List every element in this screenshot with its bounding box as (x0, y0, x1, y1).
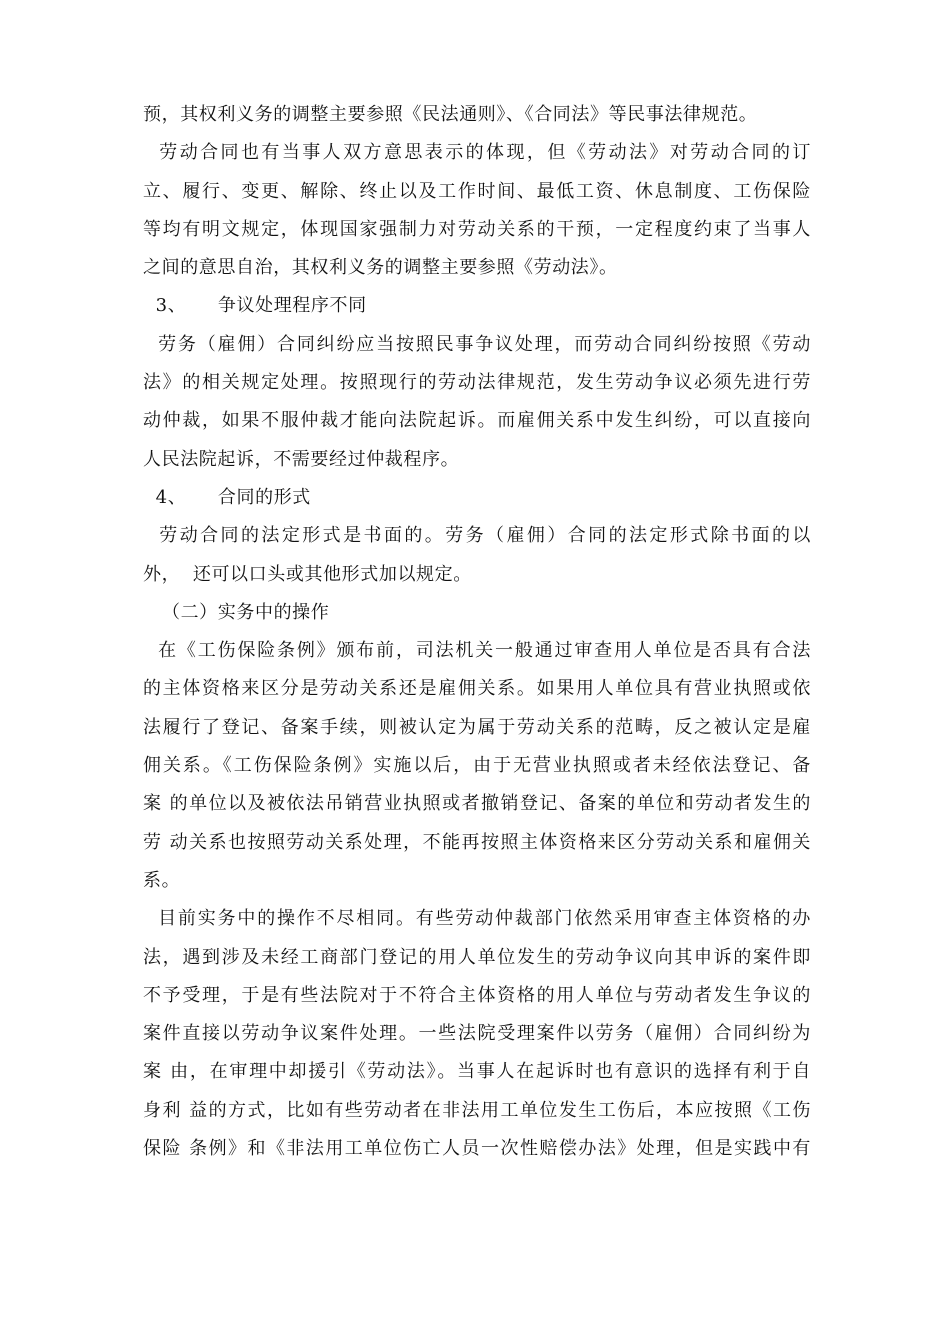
text-line: 立、履行、变更、解除、终止以及工作时间、最低工资、休息制度、工伤保险 (143, 180, 811, 202)
text-line: 人民法院起诉，不需要经过仲裁程序。 (143, 448, 460, 470)
text-line: 不予受理，于是有些法院对于不符合主体资格的用人单位与劳动者发生争议的 (143, 984, 811, 1006)
section-heading: （二）实务中的操作 (143, 601, 330, 623)
section-heading: 4、 合同的形式 (143, 486, 311, 508)
text-line: 身利 益的方式，比如有些劳动者在非法用工单位发生工伤后，本应按照《工伤 (143, 1099, 811, 1121)
text-line: 佣关系。《工伤保险条例》实施以后，由于无营业执照或者未经依法登记、备 (143, 755, 811, 777)
text-line: 案 的单位以及被依法吊销营业执照或者撤销登记、备案的单位和劳动者发生的 (143, 793, 811, 815)
text-line: 劳动合同也有当事人双方意思表示的体现，但《劳动法》对劳动合同的订 (143, 142, 811, 164)
text-line: 劳 动关系也按照劳动关系处理，不能再按照主体资格来区分劳动关系和雇佣关 (143, 831, 811, 853)
text-line: 法，遇到涉及未经工商部门登记的用人单位发生的劳动争议向其申诉的案件即 (143, 946, 811, 968)
text-line: 之间的意思自治，其权利义务的调整主要参照《劳动法》。 (143, 257, 618, 279)
text-line: 目前实务中的操作不尽相同。有些劳动仲裁部门依然采用审查主体资格的办 (143, 908, 811, 930)
text-line: 劳务（雇佣）合同纠纷应当按照民事争议处理，而劳动合同纠纷按照《劳动 (143, 333, 811, 355)
text-line: 案 由，在审理中却援引《劳动法》。当事人在起诉时也有意识的选择有利于自 (143, 1061, 811, 1083)
text-line: 外， 还可以口头或其他形式加以规定。 (143, 563, 472, 585)
text-line: 等均有明文规定，体现国家强制力对劳动关系的干预，一定程度约束了当事人 (143, 218, 811, 240)
section-heading: 3、 争议处理程序不同 (143, 295, 367, 317)
text-line: 案件直接以劳动争议案件处理。一些法院受理案件以劳务（雇佣）合同纠纷为 (143, 1023, 811, 1045)
text-line: 动仲裁，如果不服仲裁才能向法院起诉。而雇佣关系中发生纠纷，可以直接向 (143, 410, 811, 432)
document-body (143, 96, 811, 1168)
text-line: 保险 条例》和《非法用工单位伤亡人员一次性赔偿办法》处理，但是实践中有 (143, 1138, 811, 1160)
text-line: 劳动合同的法定形式是书面的。劳务（雇佣）合同的法定形式除书面的以 (143, 525, 811, 547)
text-line: 系。 (143, 869, 181, 891)
text-line: 法履行了登记、备案手续，则被认定为属于劳动关系的范畴，反之被认定是雇 (143, 716, 811, 738)
text-line: 预，其权利义务的调整主要参照《民法通则》、《合同法》等民事法律规范。 (143, 104, 758, 125)
text-line: 法》的相关规定处理。按照现行的劳动法律规范，发生劳动争议必须先进行劳 (143, 372, 811, 394)
text-line: 的主体资格来区分是劳动关系还是雇佣关系。如果用人单位具有营业执照或依 (143, 678, 811, 700)
text-line: 在《工伤保险条例》颁布前，司法机关一般通过审查用人单位是否具有合法 (143, 640, 811, 662)
